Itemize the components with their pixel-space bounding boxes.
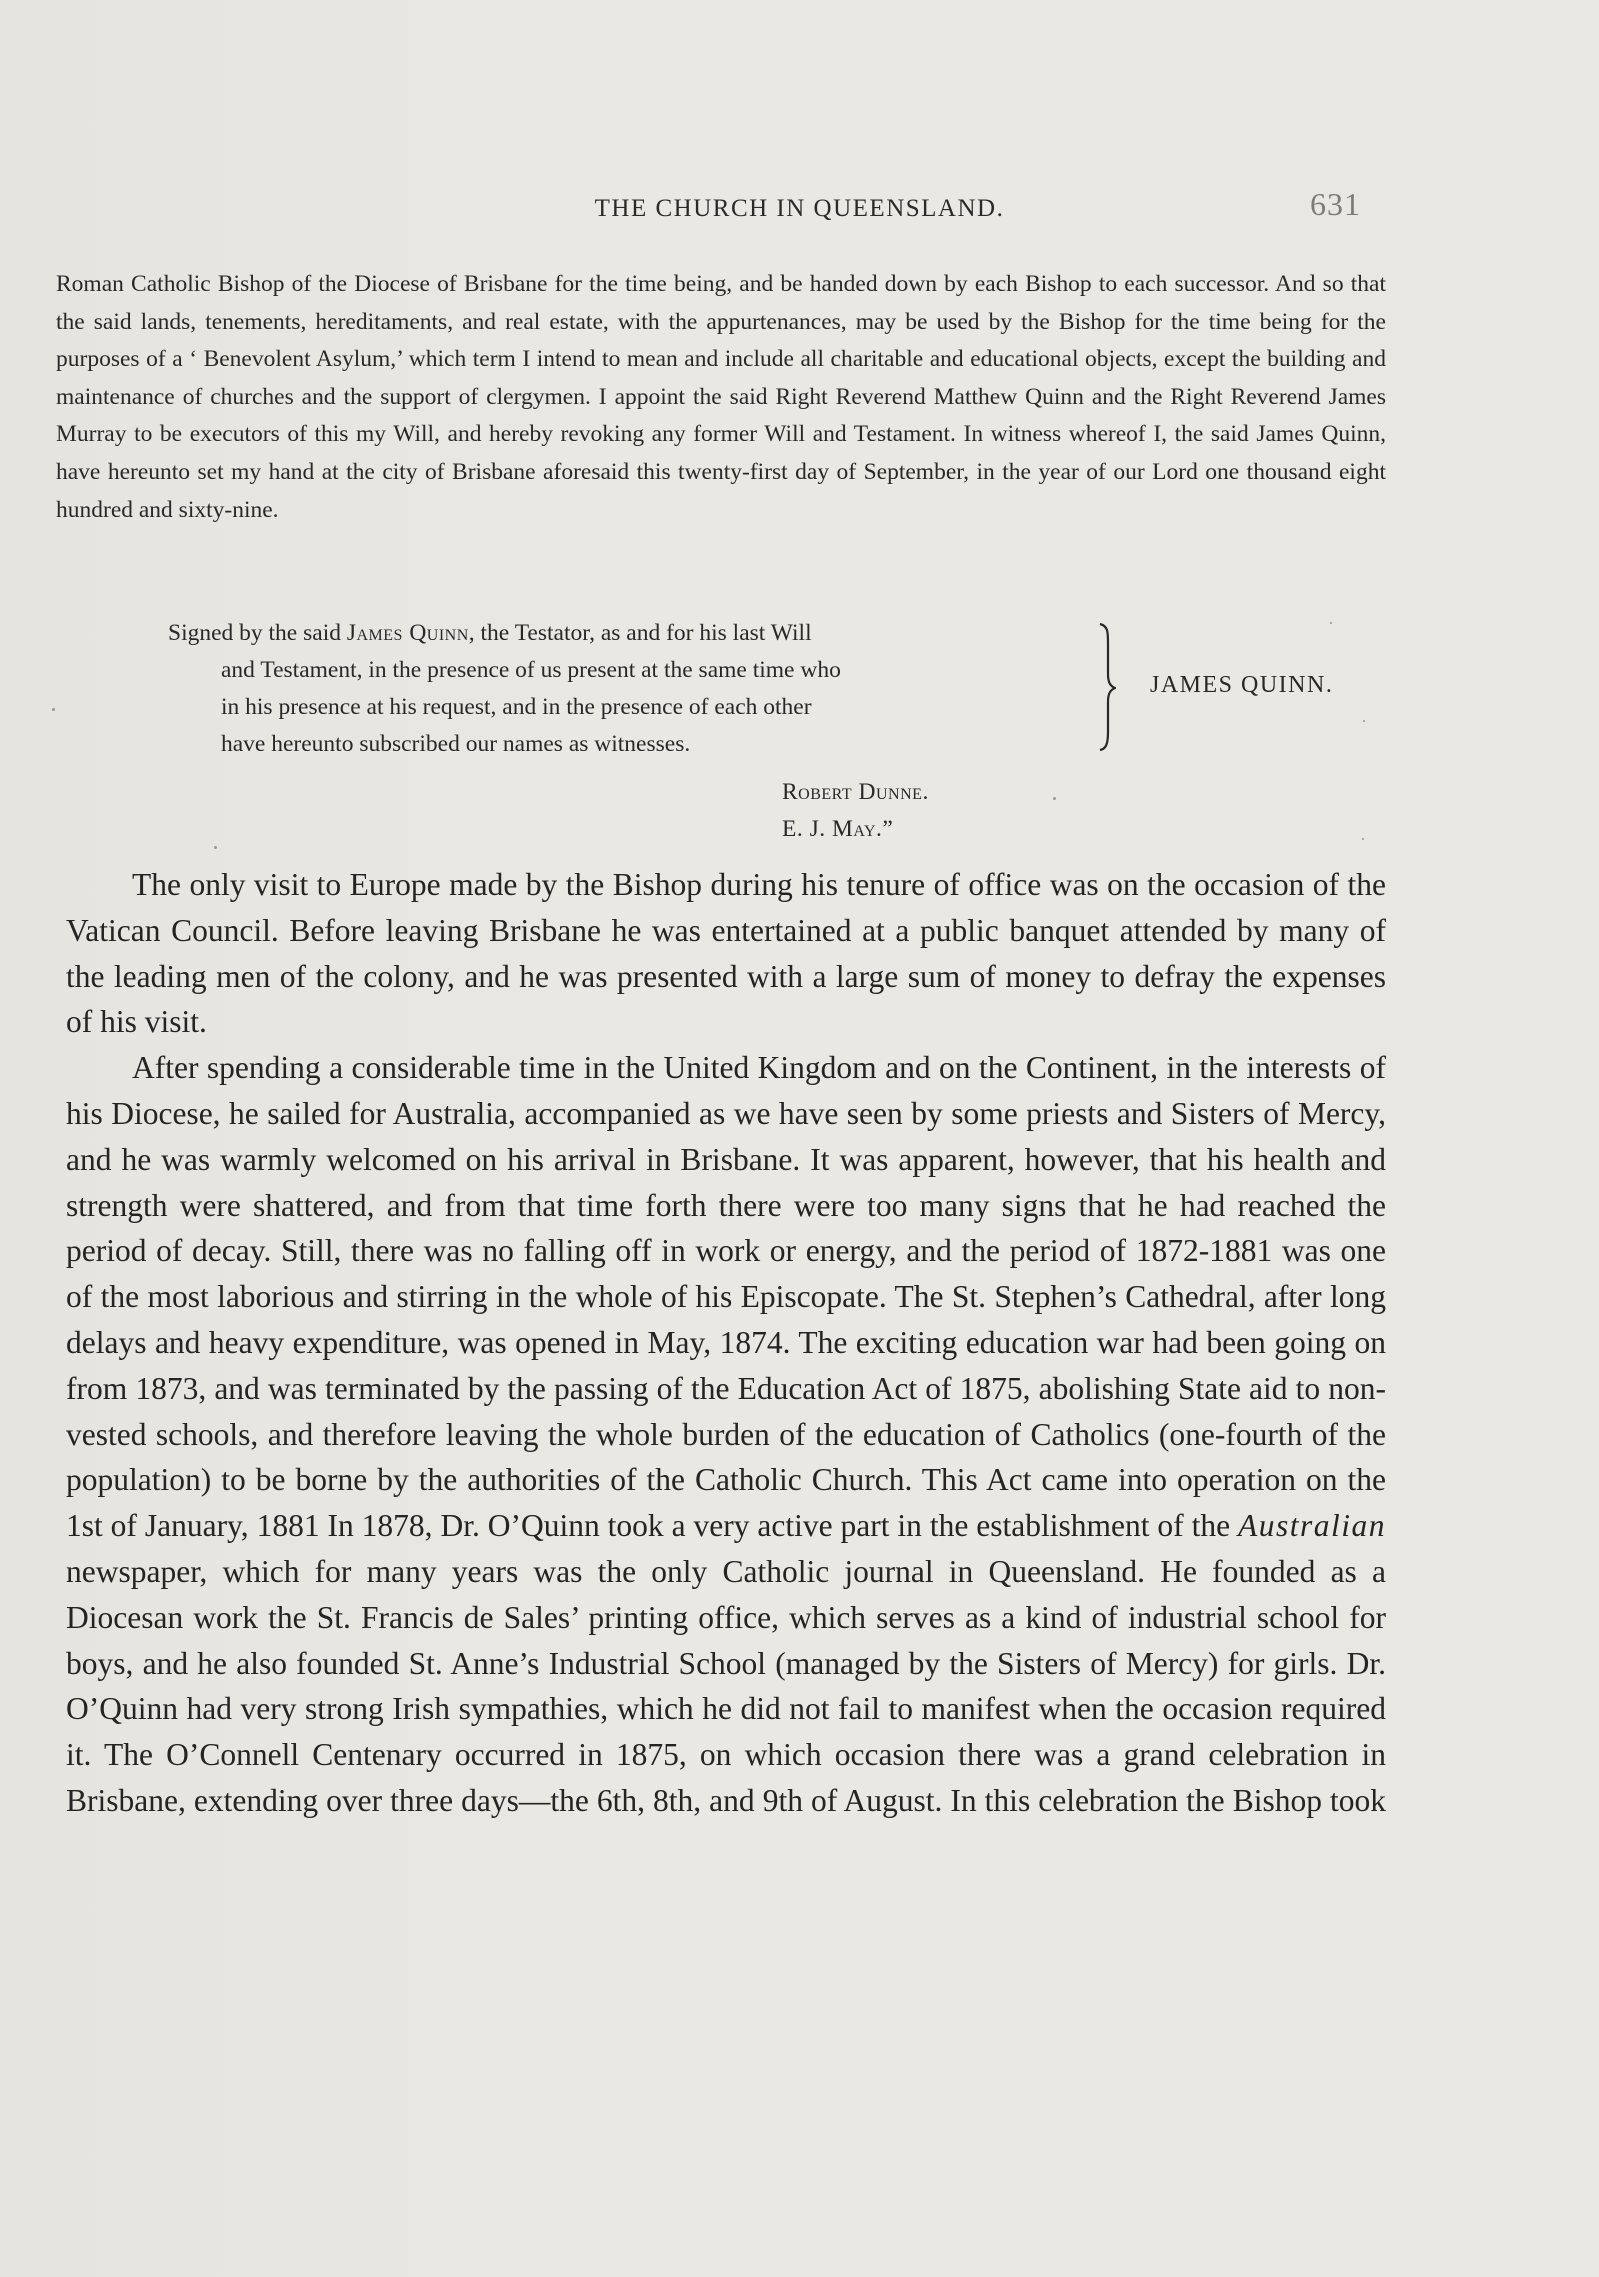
running-head: THE CHURCH IN QUEENSLAND. (594, 195, 1005, 222)
main-text (66, 862, 1386, 1824)
paragraph-2-second-part: newspaper, which for many years was the only Catholic journal in Queensland. He founded as a Diocesan work the St. Francis de Sales’ printing office, which serves as a kind of industrial school for boys, and he also founded St. Anne’s Industrial School (managed by the Sisters of Mercy) for girls. Dr. O’Quinn had very strong Irish sympathies, which he did not fail to manifest when the occasion required it. The O’Connell Centenary occurred in 1875, on which occasion there was a grand celebration in Brisbane, extending over three days—the 6th, 8th, and 9th of August. In this celebration the Bishop took (66, 1553, 1386, 1818)
witness-e-j-may: E. J. May.” (782, 816, 894, 842)
attestation-line-2: and Testament, in the presence of us present at the same time who (221, 657, 841, 683)
paper-speck (1330, 622, 1332, 624)
will-paragraph: Roman Catholic Bishop of the Diocese of Brisbane for the time being, and be handed down by each Bishop to each successor. And so that the said lands, tenements, hereditaments, and real estate, with the appurtenances, may be used by the Bishop for the time being for the purposes of a ‘ Benevolent Asylum,’ which term I intend to mean and include all charitable and educational objects, except the building and maintenance of churches and the support of clergymen. I appoint the said Right Reverend Matthew Quinn and the Right Reverend James Murray to be executors of this my Will, and hereby revoking any former Will and Testament. In witness whereof I, the said James Quinn, have hereunto set my hand at the city of Brisbane aforesaid this twenty-first day of September, in the year of our Lord one thousand eight hundred and sixty-nine. (56, 271, 1386, 523)
attestation-line-1-before: Signed by the said (168, 620, 341, 646)
paper-speck (1053, 797, 1056, 800)
attestation-line-3: in his presence at his request, and in the presence of each other (221, 694, 812, 720)
curly-brace-icon (1098, 622, 1116, 752)
paper-speck (1363, 720, 1365, 722)
will-excerpt (56, 266, 1386, 529)
attestation-line-1-after: , the Testator, as and for his last Will (468, 620, 812, 646)
paragraph-vatican-council: The only visit to Europe made by the Bishop during his tenure of office was on the occasion of the Vatican Council. Before leaving Brisbane he was entertained at a public banquet attended by many of the leading men of the colony, and he was presented with a large sum of money to defray the expenses of his visit. (66, 867, 1386, 1040)
paper-speck (52, 708, 55, 711)
attestation-line-4: have hereunto subscribed our names as witnesses. (221, 731, 691, 757)
attestation-clause (168, 615, 1072, 763)
witness-robert-dunne: Robert Dunne. (782, 779, 929, 805)
paper-speck (1362, 838, 1364, 840)
testator-signature: JAMES QUINN. (1150, 672, 1334, 698)
witness-list (782, 774, 929, 848)
attestation-line-1 (168, 615, 1072, 652)
paper-speck (214, 846, 217, 849)
page-number: 631 (1310, 186, 1361, 222)
newspaper-title: Australian (1238, 1508, 1387, 1544)
testator-name: James Quinn (346, 620, 469, 646)
paragraph-2-first-part: After spending a considerable time in the United Kingdom and on the Continent, in the interests of his Diocese, he sailed for Australia, accompanied as we have seen by some priests and Sisters of Mercy, and he was warmly welcomed on his arrival in Brisbane. It was apparent, however, that his health and strength were shattered, and from that time forth there were too many signs that he had reached the period of decay. Still, there was no falling off in work or energy, and the period of 1872-1881 was one of the most laborious and stirring in the whole of his Episcopate. The St. Stephen’s Cathedral, after long delays and heavy expenditure, was opened in May, 1874. The exciting education war had been going on from 1873, and was terminated by the passing of the Education Act of 1875, abolishing State aid to non-vested schools, and therefore leaving the whole burden of the education of Catholics (one-fourth of the population) to be borne by the authorities of the Catholic Church. This Act came into operation on the 1st of January, 1881 In 1878, Dr. O’Quinn took a very active part in the establishment of the (66, 1050, 1386, 1544)
paragraph-return-to-brisbane (66, 1045, 1386, 1824)
